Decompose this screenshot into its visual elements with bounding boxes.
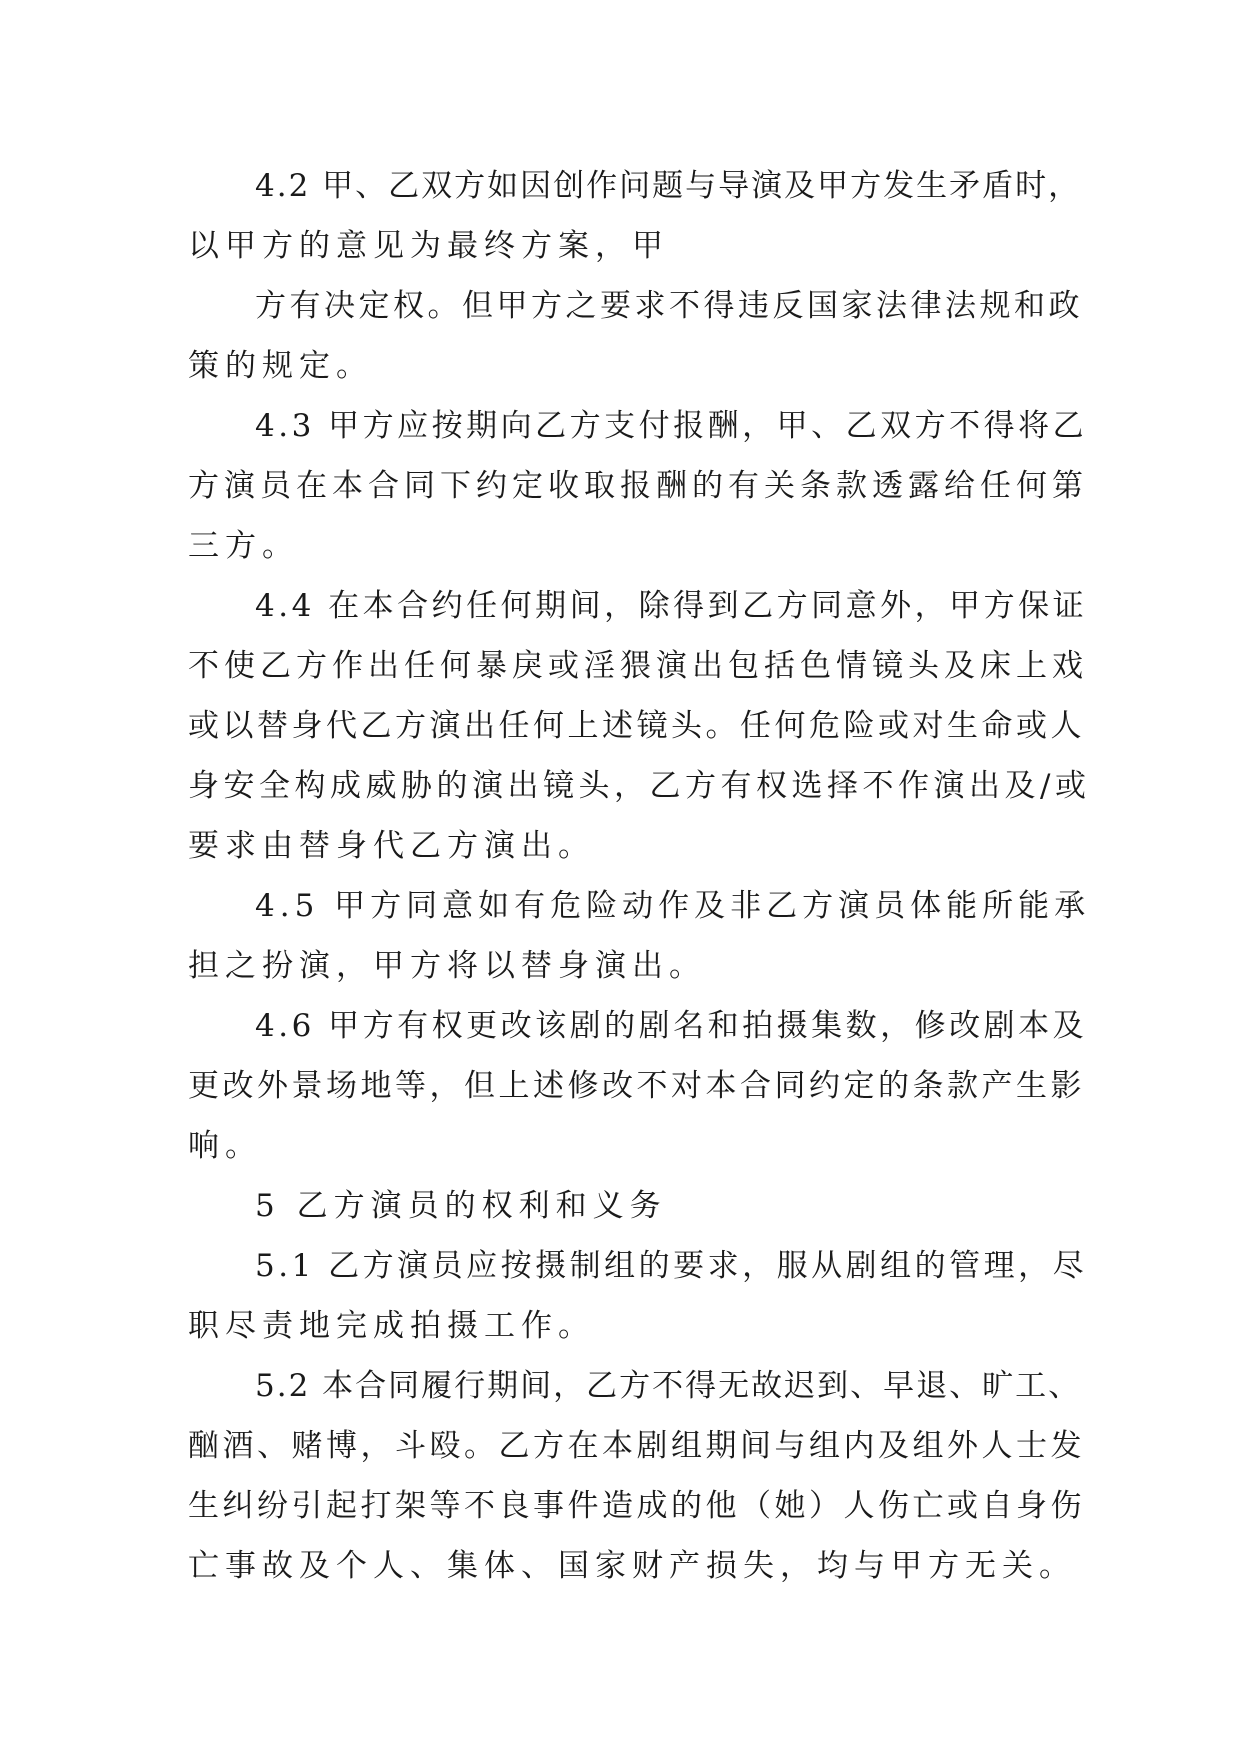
clause-5-1-line-1: 5.1 乙方演员应按摄制组的要求，服从剧组的管理，尽	[255, 1248, 1088, 1284]
clause-4-4-line-4: 身安全构成威胁的演出镜头，乙方有权选择不作演出及/或	[188, 768, 1091, 804]
clause-4-2-line-3: 方有决定权。但甲方之要求不得违反国家法律法规和政	[255, 288, 1083, 324]
clause-4-3-line-2: 方演员在本合同下约定收取报酬的有关条款透露给任何第	[188, 468, 1088, 504]
clause-4-4-line-3: 或以替身代乙方演出任何上述镜头。任何危险或对生命或人	[188, 708, 1085, 744]
clause-4-2-line-4: 策的规定。	[188, 348, 373, 384]
clause-4-4-line-2: 不使乙方作出任何暴戾或淫猥演出包括色情镜头及床上戏	[188, 648, 1088, 684]
clause-5-2-line-1: 5.2 本合同履行期间，乙方不得无故迟到、早退、旷工、	[255, 1368, 1082, 1404]
clause-4-5-line-1: 4.5 甲方同意如有危险动作及非乙方演员体能所能承	[255, 888, 1091, 924]
clause-4-6-line-2: 更改外景场地等，但上述修改不对本合同约定的条款产生影	[188, 1068, 1085, 1104]
clause-4-6-line-1: 4.6 甲方有权更改该剧的剧名和拍摄集数，修改剧本及	[255, 1008, 1088, 1044]
clause-4-2-line-1: 4.2 甲、乙双方如因创作问题与导演及甲方发生矛盾时，	[255, 168, 1082, 204]
clause-5-2-line-4: 亡事故及个人、集体、国家财产损失，均与甲方无关。	[188, 1548, 1076, 1584]
clause-5-2-line-2: 酗酒、赌博，斗殴。乙方在本剧组期间与组内及组外人士发	[188, 1428, 1085, 1464]
clause-4-6-line-3: 响。	[188, 1128, 262, 1164]
clause-5-1-line-2: 职尽责地完成拍摄工作。	[188, 1308, 595, 1344]
section-5-heading: 5 乙方演员的权利和义务	[255, 1188, 667, 1224]
clause-4-2-line-2: 以甲方的意见为最终方案，甲	[188, 228, 669, 264]
clause-4-4-line-1: 4.4 在本合约任何期间，除得到乙方同意外，甲方保证	[255, 588, 1088, 624]
clause-4-3-line-1: 4.3 甲方应按期向乙方支付报酬，甲、乙双方不得将乙	[255, 408, 1088, 444]
clause-4-5-line-2: 担之扮演，甲方将以替身演出。	[188, 948, 706, 984]
clause-4-3-line-3: 三方。	[188, 528, 299, 564]
clause-4-4-line-5: 要求由替身代乙方演出。	[188, 828, 595, 864]
clause-5-2-line-3: 生纠纷引起打架等不良事件造成的他（她）人伤亡或自身伤	[188, 1488, 1085, 1524]
